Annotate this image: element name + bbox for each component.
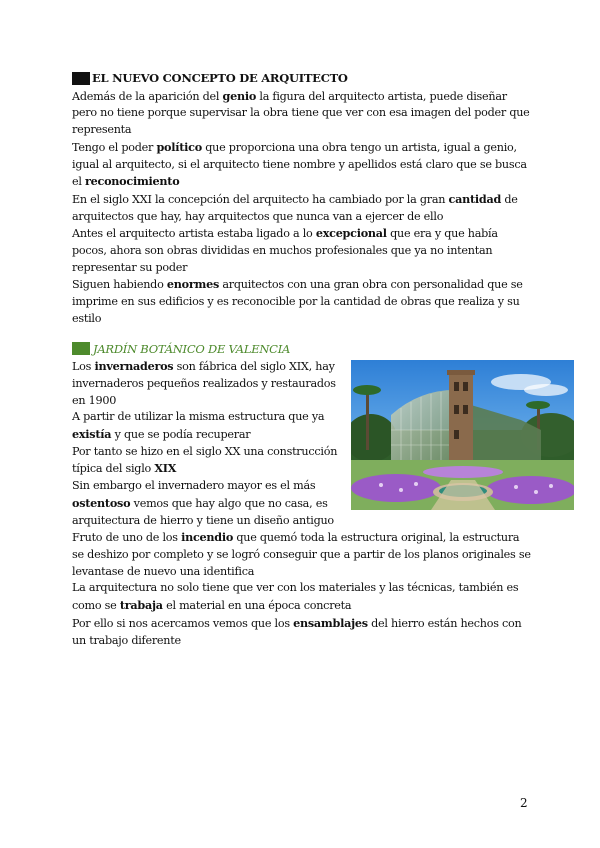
- bold-term: existía: [72, 427, 112, 442]
- bold-term: ensamblajes: [293, 615, 368, 630]
- paragraph: [72, 276, 532, 327]
- bold-term: incendio: [181, 530, 234, 545]
- paragraph: [72, 88, 532, 139]
- bold-term: XIX: [154, 461, 177, 476]
- heading-marker-box: [72, 342, 90, 355]
- bold-term: enormes: [166, 277, 220, 292]
- section-heading-jardin: [72, 341, 532, 358]
- text-run: Tengo el poder: [72, 140, 157, 154]
- bold-term: reconocimiento: [85, 174, 180, 189]
- paragraph: [72, 139, 532, 191]
- section-heading-arquitecto: [72, 70, 532, 87]
- text-run: que quemó toda la estructura original, la estructura se deshizo por completo y se logró conseguir que a partir de los planos originales se levantase de nuevo una identifica: [72, 531, 531, 578]
- page-content: [72, 70, 532, 649]
- heading-marker-box: [72, 72, 90, 85]
- text-run: Por tanto se hizo en el siglo XX una construcción típica del siglo: [72, 444, 338, 476]
- bold-term: ostentoso: [72, 495, 131, 510]
- greenhouse-photo: [351, 360, 574, 510]
- text-run: Fruto de uno de los: [72, 531, 182, 545]
- text-run: Sin embargo el invernadero mayor es el más: [72, 479, 316, 493]
- text-run: A partir de utilizar la misma estructura que ya: [72, 410, 325, 424]
- text-run: En el siglo XXI la concepción del arquitecto ha cambiado por la gran: [72, 192, 449, 206]
- text-run: son fábrica del siglo XIX, hay invernaderos pequeños realizados y restaurados en 1900: [72, 360, 336, 407]
- section-heading-text: EL NUEVO CONCEPTO DE ARQUITECTO: [92, 71, 348, 85]
- section1-body: [72, 88, 532, 328]
- text-run: que era y que había pocos, ahora son obras divididas en muchos profesionales que ya no intentan representar su poder: [72, 227, 498, 274]
- paragraph: [72, 580, 532, 614]
- paragraph: [72, 191, 532, 225]
- bold-term: genio: [222, 88, 257, 103]
- paragraph: [72, 529, 532, 580]
- text-run: Además de la aparición del: [72, 89, 223, 103]
- paragraph: [72, 615, 532, 649]
- section-heading-text: JARDÍN BOTÁNICO DE VALENCIA: [93, 341, 291, 356]
- text-run: del hierro están hechos con un trabajo diferente: [72, 616, 522, 647]
- bold-term: excepcional: [315, 226, 387, 241]
- text-run: de arquitectos que hay, hay arquitectos que nunca van a ejercer de ello: [72, 192, 518, 223]
- text-run: que proporciona una obra tengo un artista, igual a genio, igual al arquitecto, si el arquitecto tiene nombre y apellidos está claro que se busca el: [72, 140, 527, 189]
- page-number: 2: [520, 796, 528, 810]
- bold-term: cantidad: [448, 191, 502, 206]
- paragraph: [72, 225, 532, 276]
- text-run: la figura del arquitecto artista, puede diseñar pero no tiene porque supervisar la obra tiene que ver con esa imagen del poder que representa: [72, 89, 530, 137]
- text-run: Los: [72, 360, 95, 374]
- bold-term: invernaderos: [94, 359, 174, 374]
- text-run: Siguen habiendo: [72, 278, 167, 292]
- text-run: Por ello si nos acercamos vemos que los: [72, 616, 294, 630]
- bold-term: trabaja: [119, 598, 163, 613]
- text-run: Antes el arquitecto artista estaba ligado a lo: [72, 227, 316, 241]
- text-run: vemos que hay algo que no casa, es arquitectura de hierro y tiene un diseño antiguo: [72, 496, 334, 527]
- bold-term: político: [156, 139, 202, 154]
- text-run: arquitectos con una gran obra con personalidad que se imprime en sus edificios y es reconocible por la cantidad de obras que realiza y su estilo: [72, 278, 523, 325]
- text-run: y que se podía recuperar: [111, 428, 251, 442]
- text-run: el material en una época concreta: [162, 599, 352, 613]
- text-run: La arquitectura no solo tiene que ver con los materiales y las técnicas, también es como se: [72, 581, 519, 613]
